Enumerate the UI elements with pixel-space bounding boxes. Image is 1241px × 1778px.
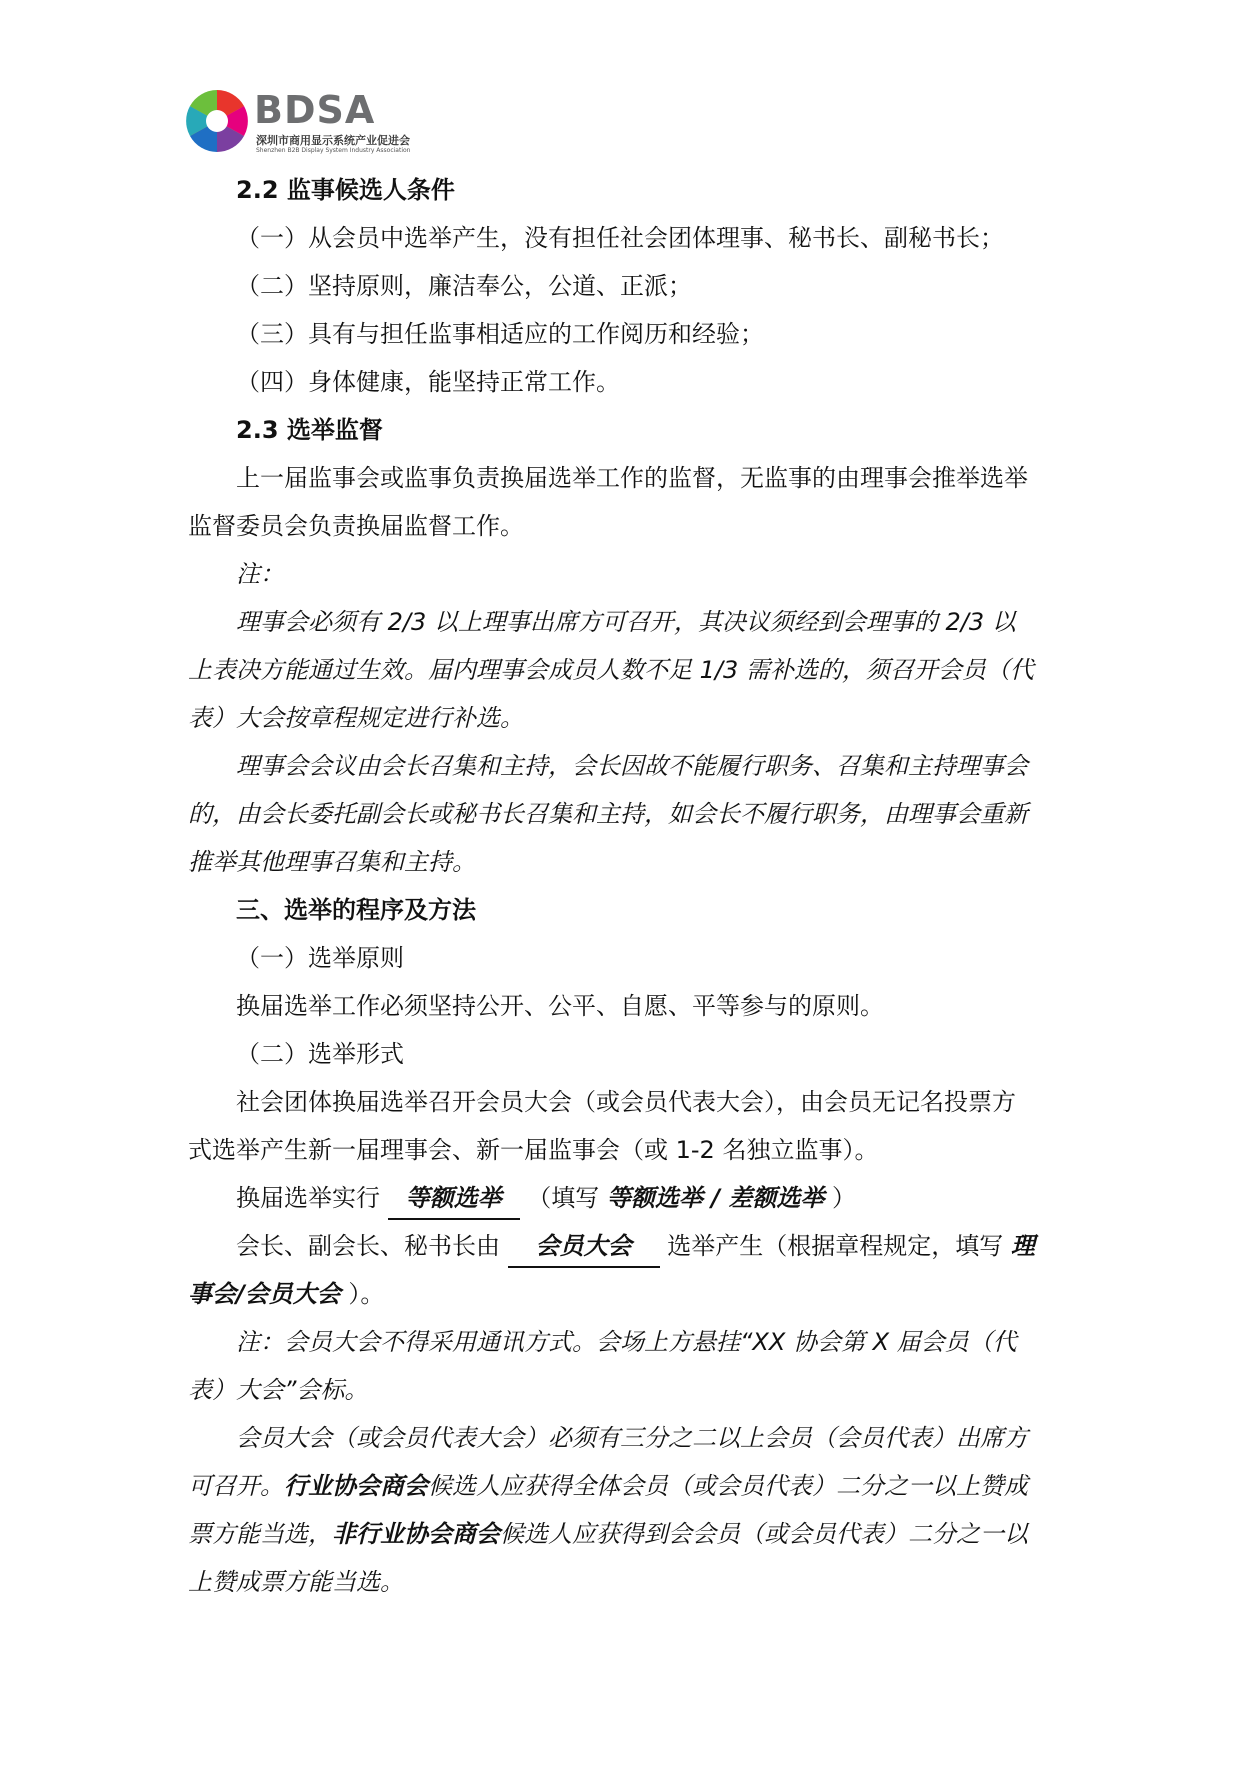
line-text: （填写	[527, 1184, 600, 1212]
form-line-election-body	[188, 1222, 1052, 1270]
logo-english-name: Shenzhen B2B Display System Industry Association	[256, 147, 411, 154]
note-label: 注：	[236, 560, 284, 588]
paragraph-line: （二）坚持原则，廉洁奉公，公道、正派；	[236, 272, 692, 300]
line-text-options: 理	[1010, 1232, 1035, 1260]
paragraph-line: （三）具有与担任监事相适应的工作阅历和经验；	[236, 320, 764, 348]
form-line-election-type	[188, 1174, 1052, 1222]
paragraph-line: （四）身体健康，能坚持正常工作。	[236, 368, 620, 396]
document-body	[188, 166, 1052, 1606]
note-line: 的，由会长委托副会长或秘书长召集和主持，如会长不履行职务，由理事会重新	[188, 800, 1028, 828]
line-text: 选举产生（根据章程规定，填写	[667, 1232, 1004, 1260]
paragraph-line: 上一届监事会或监事负责换届选举工作的监督，无监事的由理事会推举选举	[236, 464, 1028, 492]
line-text: ）。	[348, 1280, 385, 1308]
line-text: 票方能当选，	[188, 1520, 332, 1548]
logo-abbreviation: BDSA	[254, 88, 376, 132]
line-text-options: 事会/会员大会	[188, 1280, 341, 1308]
form-line-continued	[188, 1270, 1052, 1318]
note-line: 理事会会议由会长召集和主持，会长因故不能履行职务、召集和主持理事会	[236, 752, 1028, 780]
line-text: 换届选举实行	[236, 1184, 380, 1212]
paragraph-line: 监督委员会负责换届监督工作。	[188, 512, 524, 540]
line-text-options: 等额选举 / 差额选举	[606, 1184, 825, 1212]
emphasis-text: 行业协会商会	[284, 1472, 428, 1500]
logo-chinese-name: 深圳市商用显示系统产业促进会	[256, 134, 410, 147]
line-text: 候选人应获得全体会员（或会员代表）二分之一以上赞成	[428, 1472, 1028, 1500]
note-line: 上赞成票方能当选。	[188, 1568, 404, 1596]
paragraph-line: （一）从会员中选举产生，没有担任社会团体理事、秘书长、副秘书长；	[236, 224, 1004, 252]
note-line	[188, 1510, 1052, 1558]
line-text: 可召开。	[188, 1472, 284, 1500]
note-line: 推举其他理事召集和主持。	[188, 848, 476, 876]
line-text: ）	[832, 1184, 857, 1212]
section-heading-2-3: 2.3 选举监督	[236, 416, 383, 444]
note-line	[188, 1462, 1052, 1510]
section-heading-2-2: 2.2 监事候选人条件	[236, 176, 455, 204]
emphasis-text: 非行业协会商会	[332, 1520, 500, 1548]
paragraph-line: 式选举产生新一届理事会、新一届监事会（或 1-2 名独立监事）。	[188, 1136, 879, 1164]
section-heading-3: 三、选举的程序及方法	[236, 896, 476, 924]
line-text: 会长、副会长、秘书长由	[236, 1232, 500, 1260]
note-line: 注：会员大会不得采用通讯方式。会场上方悬挂“XX 协会第 X 届会员（代	[236, 1328, 1017, 1356]
gear-logo-icon	[184, 88, 250, 154]
paragraph-line: 社会团体换届选举召开会员大会（或会员代表大会），由会员无记名投票方	[236, 1088, 1016, 1116]
subheading-line: （一）选举原则	[236, 944, 404, 972]
filled-blank-election-type: 等额选举	[388, 1178, 520, 1220]
note-line: 表）大会”会标。	[188, 1376, 369, 1404]
subheading-line: （二）选举形式	[236, 1040, 404, 1068]
note-line: 表）大会按章程规定进行补选。	[188, 704, 524, 732]
note-line: 会员大会（或会员代表大会）必须有三分之二以上会员（会员代表）出席方	[236, 1424, 1028, 1452]
filled-blank-election-body: 会员大会	[508, 1226, 660, 1268]
note-line: 上表决方能通过生效。届内理事会成员人数不足 1/3 需补选的，须召开会员（代	[188, 656, 1034, 684]
paragraph-line: 换届选举工作必须坚持公开、公平、自愿、平等参与的原则。	[236, 992, 884, 1020]
bdsa-logo	[184, 88, 474, 160]
line-text: 候选人应获得到会会员（或会员代表）二分之一以	[500, 1520, 1028, 1548]
note-line: 理事会必须有 2/3 以上理事出席方可召开，其决议须经到会理事的 2/3 以	[236, 608, 1016, 636]
